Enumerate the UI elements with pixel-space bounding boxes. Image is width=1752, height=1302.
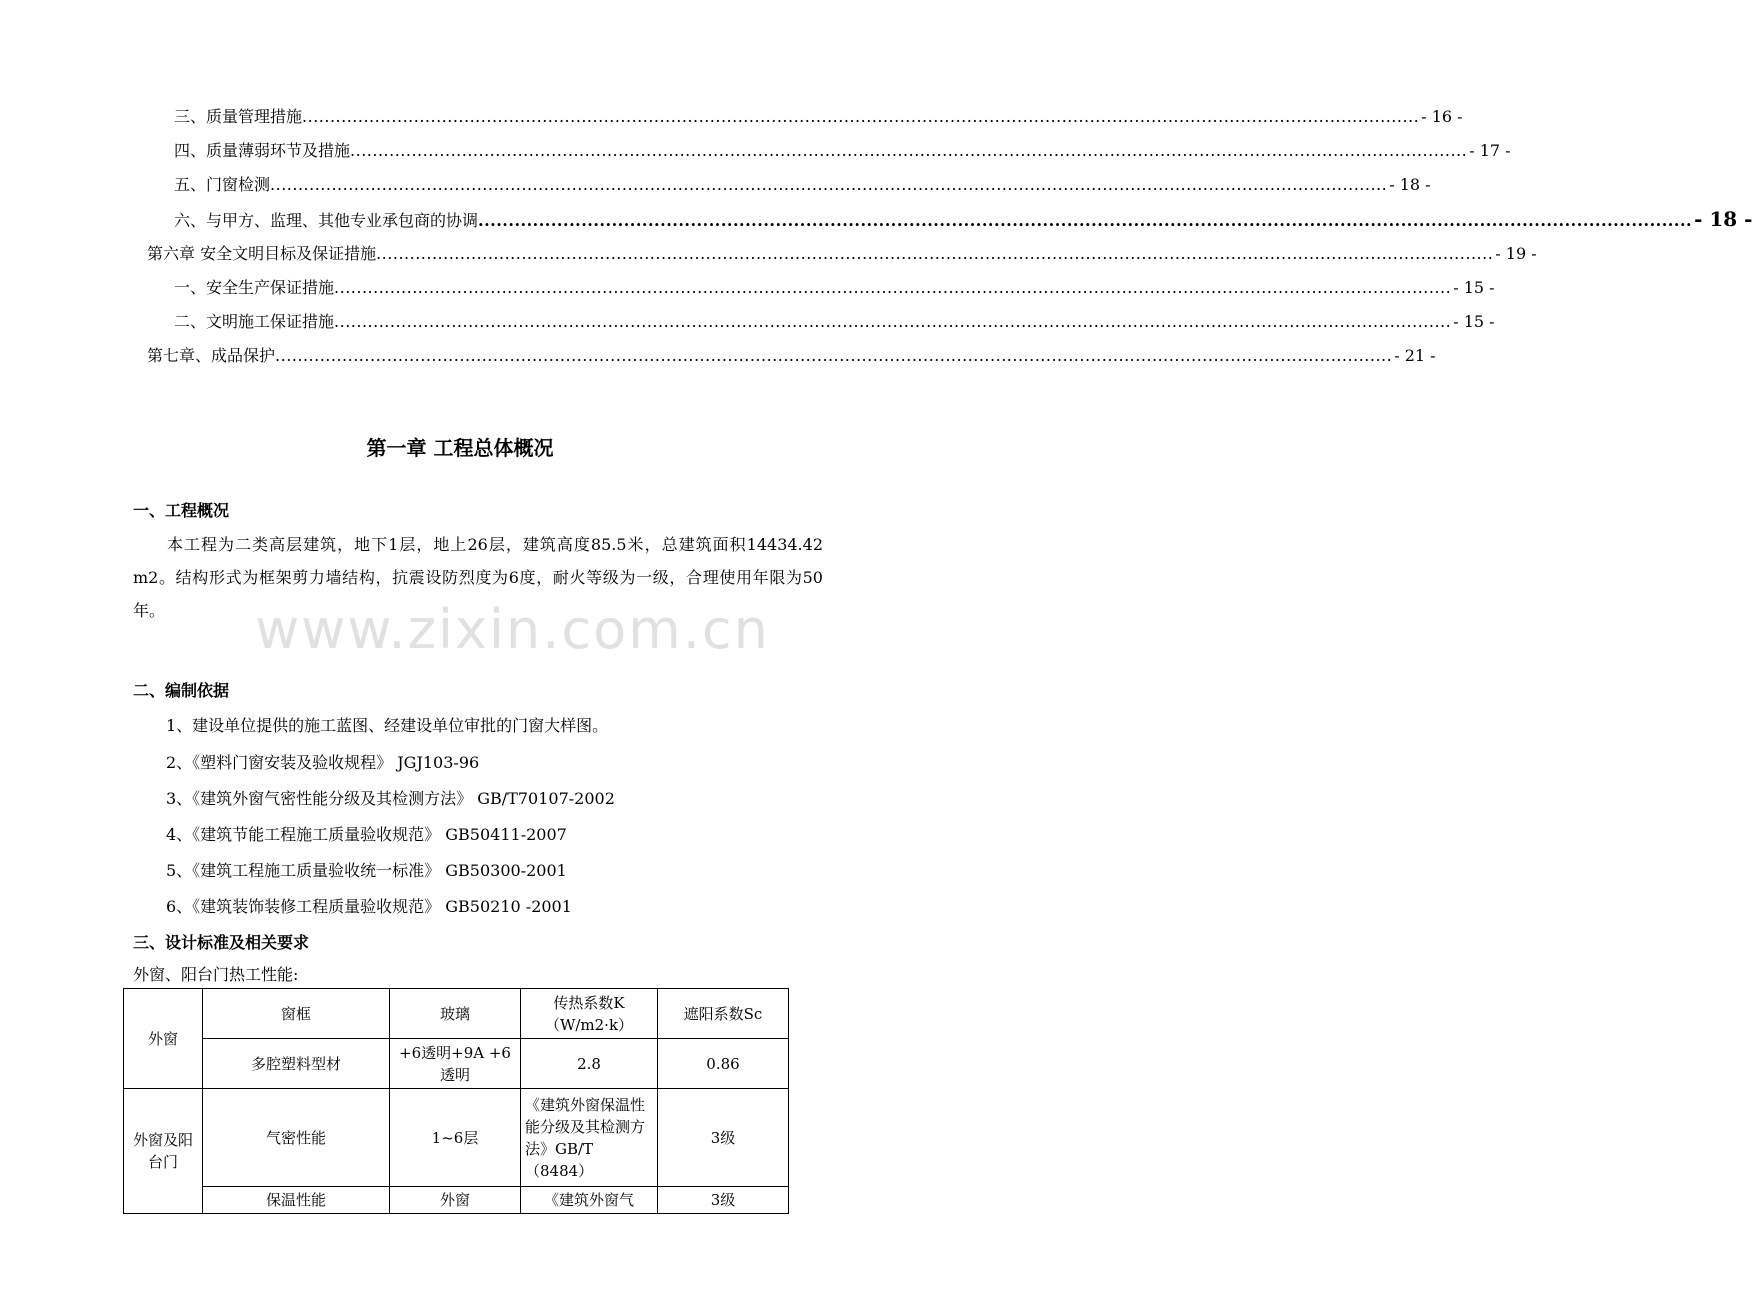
- toc-leader-dots: ........................................................................................................................................................................................................: [350, 141, 1468, 160]
- cell-shading-value: 0.86: [658, 1039, 789, 1089]
- thermal-performance-table: [123, 988, 789, 1214]
- basis-item-3: 3、《建筑外窗气密性能分级及其检测方法》 GB/T70107-2002: [166, 789, 615, 808]
- toc-leader-dots: ........................................................................................................................................................................................................: [376, 244, 1494, 263]
- header-shading: 遮阳系数Sc: [658, 989, 789, 1039]
- watermark: www.zixin.com.cn: [255, 598, 770, 661]
- toc-entry-page: - 16 -: [1421, 107, 1463, 126]
- toc-entry-page: - 21 -: [1394, 346, 1436, 365]
- toc-entry-page: - 19 -: [1495, 244, 1537, 263]
- group-cell-window-door: 外窗及阳台门: [124, 1089, 203, 1214]
- cell-insulation-scope: 外窗: [390, 1187, 521, 1214]
- overview-text: 本工程为二类高层建筑，地下1层，地上26层，建筑高度85.5米，总建筑面积14434.42 m2。结构形式为框架剪力墙结构，抗震设防烈度为6度，耐火等级为一级，合理使用年限为50年。: [133, 535, 823, 620]
- cell-glass-spec: +6透明+9A +6透明: [390, 1039, 521, 1089]
- toc-entry-title: 六、与甲方、监理、其他专业承包商的协调: [174, 211, 479, 230]
- toc-entry-page: - 17 -: [1469, 141, 1511, 160]
- section-heading-basis: 二、编制依据: [133, 681, 230, 700]
- toc-entry: [174, 168, 1431, 202]
- basis-item-5: 5、《建筑工程施工质量验收统一标准》 GB50300-2001: [166, 861, 567, 880]
- toc-entry: [147, 339, 1436, 373]
- cell-frame-material: 多腔塑料型材: [203, 1039, 390, 1089]
- toc-leader-dots: ........................................................................................................................................................................................................: [478, 211, 1693, 230]
- chapter-title: 第一章 工程总体概况: [366, 436, 554, 460]
- section-heading-overview: 一、工程概况: [133, 501, 230, 520]
- header-frame: 窗框: [203, 989, 390, 1039]
- cell-floors: 1~6层: [390, 1089, 521, 1187]
- basis-item-6: 6、《建筑装饰装修工程质量验收规范》 GB50210 -2001: [166, 897, 572, 916]
- toc-entry: [174, 134, 1511, 168]
- toc-leader-dots: ........................................................................................................................................................................................................: [302, 107, 1420, 126]
- cell-insulation-grade: 3级: [658, 1187, 789, 1214]
- toc-entry-page: - 15 -: [1453, 312, 1495, 331]
- cell-insulation: 保温性能: [203, 1187, 390, 1214]
- toc-leader-dots: ........................................................................................................................................................................................................: [275, 346, 1393, 365]
- table-caption: 外窗、阳台门热工性能:: [133, 965, 299, 984]
- toc-entry-page: - 18 -: [1389, 175, 1431, 194]
- toc-entry-title: 二、文明施工保证措施: [174, 312, 335, 331]
- header-glass: 玻璃: [390, 989, 521, 1039]
- cell-k-value: 2.8: [521, 1039, 658, 1089]
- toc-entry-page: - 18 -: [1694, 207, 1752, 231]
- basis-item-2: 2、《塑料门窗安装及验收规程》 JGJ103-96: [166, 753, 480, 772]
- toc-entry-page: - 15 -: [1453, 278, 1495, 297]
- cell-airtightness: 气密性能: [203, 1089, 390, 1187]
- toc-entry: [174, 100, 1463, 134]
- header-k-value: 传热系数K（W/m2·k）: [521, 989, 658, 1039]
- toc-entry-title: 四、质量薄弱环节及措施: [174, 141, 351, 160]
- toc-entry: [174, 271, 1495, 305]
- toc-entry: [147, 237, 1537, 271]
- toc-leader-dots: ........................................................................................................................................................................................................: [334, 312, 1452, 331]
- toc-leader-dots: ........................................................................................................................................................................................................: [334, 278, 1452, 297]
- toc-entry-title: 第六章 安全文明目标及保证措施: [147, 244, 377, 263]
- section-heading-design: 三、设计标准及相关要求: [133, 933, 310, 952]
- toc-entry: [174, 305, 1495, 339]
- toc-entry-title: 第七章、成品保护: [147, 346, 276, 365]
- group-cell-window: 外窗: [124, 989, 203, 1089]
- toc-entry-title: 一、安全生产保证措施: [174, 278, 335, 297]
- toc-entry-title: 三、质量管理措施: [174, 107, 303, 126]
- cell-airtightness-grade: 3级: [658, 1089, 789, 1187]
- cell-insulation-standard: 《建筑外窗气: [521, 1187, 658, 1214]
- toc-entry-title: 五、门窗检测: [174, 175, 271, 194]
- cell-airtightness-standard: 《建筑外窗保温性能分级及其检测方法》GB/T（8484）: [521, 1089, 658, 1187]
- toc-entry: [174, 202, 1752, 236]
- toc-leader-dots: ........................................................................................................................................................................................................: [270, 175, 1388, 194]
- basis-item-1: 1、建设单位提供的施工蓝图、经建设单位审批的门窗大样图。: [166, 716, 609, 735]
- basis-item-4: 4、《建筑节能工程施工质量验收规范》 GB50411-2007: [166, 825, 567, 844]
